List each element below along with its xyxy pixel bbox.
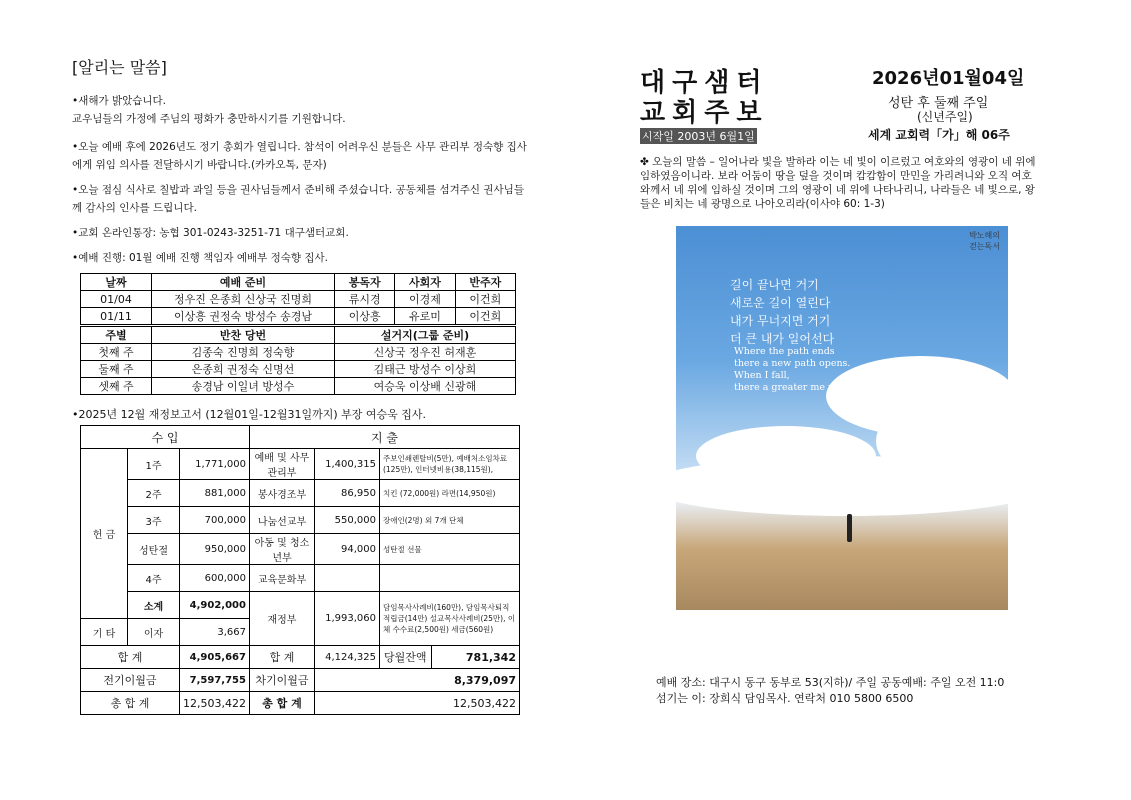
table-cell: 전기이월금: [81, 669, 180, 692]
table-cell: 550,000: [314, 507, 379, 534]
table-cell: 881,000: [180, 480, 250, 507]
header-cell: 날짜: [81, 274, 152, 291]
table-cell: 700,000: [180, 507, 250, 534]
table-cell: 8,379,097: [314, 669, 519, 692]
bulletin-date: 2026년01월04일: [872, 68, 1025, 89]
table-cell: 김태근 방성수 이상희: [335, 361, 516, 378]
logo-line: 대구샘터: [640, 68, 769, 98]
photo-english-text: [734, 346, 854, 394]
table-cell: 당월잔액: [379, 646, 431, 669]
table-cell: 치킨 (72,000원) 라면(14,950원): [379, 480, 519, 507]
table-row: [81, 534, 520, 565]
table-cell: 정우진 은종희 신상국 진명희: [152, 291, 335, 308]
header-cell: 사회자: [395, 274, 455, 291]
table-row: [81, 565, 520, 592]
header-cell: 반주자: [455, 274, 515, 291]
table-cell: 셋째 주: [81, 378, 152, 395]
table-cell: [379, 565, 519, 592]
table-cell: 94,000: [314, 534, 379, 565]
table-cell: 성탄절 선물: [379, 534, 519, 565]
finance-table: [80, 425, 520, 715]
table-cell: 7,597,755: [180, 669, 250, 692]
table-cell: 기 타: [81, 619, 128, 646]
table-cell: 1주: [128, 449, 180, 480]
table-cell: 이경제: [395, 291, 455, 308]
table-cell: 소계: [128, 592, 180, 619]
table-cell: 재정부: [249, 592, 314, 646]
duty-table: [80, 326, 516, 395]
table-cell: 이상흥 권정숙 방성수 송경남: [152, 308, 335, 325]
photo-line: 새로운 길이 열린다: [730, 296, 831, 310]
notices-section: [72, 55, 532, 274]
photo-line: 길이 끝나면 거기: [730, 278, 819, 292]
table-row: [81, 378, 516, 395]
table-cell: 이자: [128, 619, 180, 646]
table-cell: 첫째 주: [81, 344, 152, 361]
liturgical-calendar: 세계 교회력「가」해 06주: [868, 128, 1010, 142]
table-cell: 3,667: [180, 619, 250, 646]
pastor-contact: 섬기는 이: 장희식 담임목사. 연락처 010 5800 6500: [656, 692, 914, 705]
table-cell: 950,000: [180, 534, 250, 565]
table-header-row: [81, 426, 520, 449]
table-cell: 류시경: [335, 291, 395, 308]
notices-title: [알리는 말씀]: [72, 58, 167, 77]
photo-line: Where the path ends: [734, 346, 835, 357]
table-cell: 담임목사사례비(160만), 담임목사퇴직적립금(14만) 설교목사사례비(25만), 이체 수수료(2,500원) 세금(560원): [379, 592, 519, 646]
notice-item: •교회 온라인통장: 농협 301-0243-3251-71 대구샘터교회.: [72, 227, 349, 239]
table-header-row: [81, 327, 516, 344]
table-cell: 이건희: [455, 308, 515, 325]
table-cell: 여승욱 이상배 신광해: [335, 378, 516, 395]
expense-header: 지 출: [249, 426, 519, 449]
finance-title: •2025년 12월 재정보고서 (12월01일-12월31일까지) 부장 여승욱 집사.: [72, 408, 427, 421]
table-row: [81, 592, 520, 619]
header-cell: 설거지(그룹 준비): [335, 327, 516, 344]
table-cell: 아동 및 청소년부: [249, 534, 314, 565]
table-cell: 차기이월금: [249, 669, 314, 692]
scripture-verse: ✤ 오늘의 말씀 – 일어나라 빛을 발하라 이는 네 빛이 이르렀고 여호와의 영광이 네 위에 임하였음이니라. 보라 어둠이 땅을 덮을 것이며 캄캄함이 만민을 가리려니와 오직 여호와께서 네 위에 임하실 것이며 그의 영광이 네 위에 나타나리니, 나라들은 네 빛으로, 왕들은 비치는 네 광명으로 나아오리라(이사야 60: 1-3): [640, 156, 1036, 210]
liturgical-subtitle: (신년주일): [917, 110, 973, 124]
table-cell: 1,993,060: [314, 592, 379, 646]
table-cell: 600,000: [180, 565, 250, 592]
photo-line: there a new path opens.: [734, 358, 851, 369]
table-cell: 신상국 정우진 허재훈: [335, 344, 516, 361]
logo-line: 교회주보: [640, 98, 769, 128]
cloud-shape: [676, 456, 1008, 516]
table-row: [81, 480, 520, 507]
table-cell: 봉사경조부: [249, 480, 314, 507]
table-cell: 86,950: [314, 480, 379, 507]
table-cell: 01/11: [81, 308, 152, 325]
photo-brand: 박노해의 걷는독서: [969, 231, 1000, 251]
header-cell: 예배 준비: [152, 274, 335, 291]
table-cell: 이건희: [455, 291, 515, 308]
table-cell: 둘째 주: [81, 361, 152, 378]
table-row: [81, 669, 520, 692]
cash-label: 헌 금: [81, 449, 128, 619]
table-cell: 예배 및 사무관리부: [249, 449, 314, 480]
photo-korean-text: [730, 276, 834, 348]
table-cell: 김종숙 진명희 정숙향: [152, 344, 335, 361]
notice-line: •새해가 밝았습니다.: [72, 95, 167, 107]
photo-line: there a greater me rises.: [734, 382, 854, 393]
photo-line: 내가 무너지면 거기: [730, 314, 831, 328]
table-cell: 총 합 계: [81, 692, 180, 715]
table-cell: 교육문화부: [249, 565, 314, 592]
table-cell: 4,905,667: [180, 646, 250, 669]
header-cell: 반찬 당번: [152, 327, 335, 344]
table-cell: 01/04: [81, 291, 152, 308]
table-row: [81, 692, 520, 715]
table-header-row: [81, 274, 516, 291]
table-cell: 3주: [128, 507, 180, 534]
table-row: [81, 449, 520, 480]
notice-line: 교우님들의 가정에 주님의 평화가 충만하시기를 기원합니다.: [72, 113, 346, 125]
table-cell: 4주: [128, 565, 180, 592]
table-cell: 성탄절: [128, 534, 180, 565]
worship-location: 예배 장소: 대구시 동구 동부로 53(지하)/ 주일 공동예배: 주일 오전 11:0: [656, 676, 1005, 689]
table-cell: 2주: [128, 480, 180, 507]
table-cell: 은종희 권정숙 신명선: [152, 361, 335, 378]
table-cell: [314, 565, 379, 592]
table-cell: 12,503,422: [314, 692, 519, 715]
table-cell: 1,771,000: [180, 449, 250, 480]
table-row: [81, 308, 516, 325]
notice-item: [72, 92, 532, 128]
table-cell: 4,124,325: [314, 646, 379, 669]
worship-schedule-table: [80, 273, 516, 325]
table-cell: 주보인쇄렌탈비(5만), 예배처소임차료(125만), 인터넷비용(38,115원),: [379, 449, 519, 480]
table-cell: 1,400,315: [314, 449, 379, 480]
table-cell: 781,342: [431, 646, 519, 669]
table-cell: 합 계: [81, 646, 180, 669]
table-cell: 나눔선교부: [249, 507, 314, 534]
since-badge: 시작일 2003년 6월1일: [642, 130, 755, 143]
photo-line: 더 큰 내가 일어선다: [730, 332, 835, 346]
table-cell: 합 계: [249, 646, 314, 669]
header-cell: 주별: [81, 327, 152, 344]
income-header: 수 입: [81, 426, 250, 449]
table-cell: 총 합 계: [249, 692, 314, 715]
table-cell: 12,503,422: [180, 692, 250, 715]
person-silhouette: [847, 514, 852, 542]
photo-line: When I fall,: [734, 370, 790, 381]
liturgical-sunday: 성탄 후 둘째 주일: [888, 96, 989, 111]
table-cell: 4,902,000: [180, 592, 250, 619]
cover-photo: [676, 226, 1008, 610]
header-cell: 봉독자: [335, 274, 395, 291]
table-cell: 송경남 이일녀 방성수: [152, 378, 335, 395]
table-cell: 이상흥: [335, 308, 395, 325]
church-logo: [640, 68, 768, 128]
table-row: [81, 507, 520, 534]
table-row: [81, 361, 516, 378]
table-row: [81, 344, 516, 361]
table-cell: 유로미: [395, 308, 455, 325]
notice-item: •오늘 점심 식사로 칠밥과 과일 등을 권사님들께서 준비해 주셨습니다. 공동체를 섬겨주신 권사님들께 감사의 인사를 드립니다.: [72, 184, 524, 214]
notice-item: •예배 진행: 01월 예배 진행 책임자 예배부 정숙향 집사.: [72, 252, 328, 264]
table-cell: 장애인(2명) 외 7개 단체: [379, 507, 519, 534]
table-row: [81, 291, 516, 308]
notice-item: •오늘 예배 후에 2026년도 정기 총회가 열립니다. 참석이 어려우신 분들은 사무 관리부 정숙향 집사에게 위임 의사를 전달하시기 바랍니다.(카카오톡, 문자): [72, 141, 527, 171]
bulletin-footer: [656, 675, 1004, 707]
table-row: [81, 646, 520, 669]
